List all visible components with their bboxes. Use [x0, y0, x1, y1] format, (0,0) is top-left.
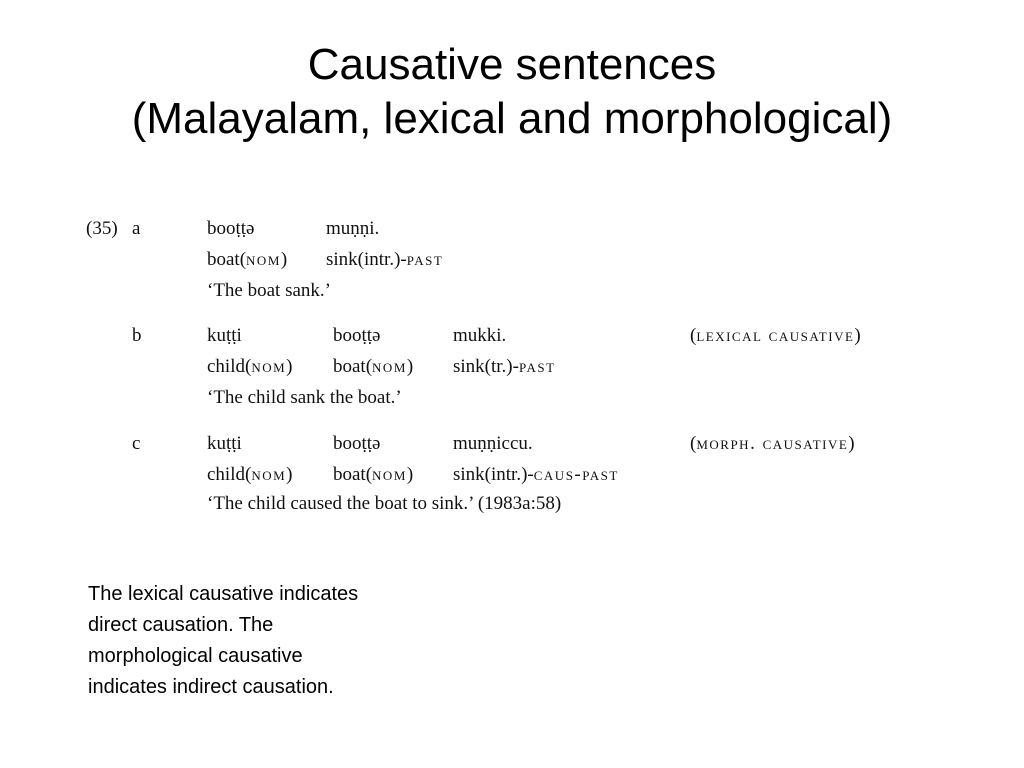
example-a-gloss-2 [326, 249, 443, 271]
example-c-form-2: booṭṭə [333, 433, 381, 454]
example-a-letter: a [132, 218, 141, 239]
example-b-gloss-3 [453, 356, 556, 378]
gloss-stem: sink(intr.)- [326, 249, 407, 270]
label-text: lexical causative [696, 325, 855, 346]
label-close: ) [848, 433, 855, 454]
example-a-gloss-1 [207, 249, 287, 271]
example-a-form-2: muṇṇi. [326, 218, 380, 239]
example-b-gloss-1 [207, 356, 293, 378]
gloss-tag: past [406, 249, 444, 270]
gloss-tag: past [518, 356, 556, 377]
gloss-stem: child( [207, 464, 252, 485]
gloss-stem: boat( [333, 464, 373, 485]
label-open: ( [690, 433, 697, 454]
note-line-2: direct causation. The [88, 614, 274, 636]
gloss-tag: caus-past [533, 464, 619, 485]
note-line-1: The lexical causative indicates [88, 583, 359, 605]
example-b-gloss-2 [333, 356, 413, 378]
example-c-form-1: kuṭṭi [207, 433, 242, 454]
example-b-label [690, 325, 861, 347]
explanation-note [88, 579, 468, 703]
title-line-2: (Malayalam, lexical and morphological) [131, 94, 893, 143]
example-b-form-3: mukki. [453, 325, 507, 346]
example-b-form-1: kuṭṭi [207, 325, 242, 346]
gloss-stem: sink(intr.)- [453, 464, 534, 485]
example-number: (35) [86, 218, 118, 239]
example-c-translation: ‘The child caused the boat to sink.’ (1983a:58) [207, 493, 562, 514]
gloss-tag: nom [251, 356, 287, 377]
example-b-translation: ‘The child sank the boat.’ [207, 387, 402, 408]
gloss-tag: nom [251, 464, 287, 485]
note-line-4: indicates indirect causation. [88, 676, 334, 698]
gloss-tag: nom [246, 249, 281, 270]
note-line-3: morphological causative [88, 645, 303, 667]
gloss-close: ) [406, 464, 414, 485]
gloss-close: ) [286, 356, 293, 377]
title-line-1: Causative sentences [307, 40, 717, 89]
example-b-form-2: booṭṭə [333, 325, 381, 346]
gloss-tag: nom [372, 464, 407, 485]
example-a-form-1: booṭṭə [207, 218, 255, 239]
example-c-form-3: muṇṇiccu. [453, 433, 533, 454]
label-close: ) [854, 325, 861, 346]
gloss-stem: boat( [333, 356, 373, 377]
example-c-gloss-1 [207, 464, 293, 486]
gloss-close: ) [406, 356, 414, 377]
example-c-label [690, 433, 855, 455]
example-b-letter: b [132, 325, 142, 346]
gloss-stem: sink(tr.)- [453, 356, 519, 377]
example-a-translation: ‘The boat sank.’ [207, 280, 331, 301]
example-c-gloss-3 [453, 464, 619, 486]
gloss-stem: boat( [207, 249, 247, 270]
gloss-stem: child( [207, 356, 252, 377]
gloss-close: ) [280, 249, 288, 270]
example-c-letter: c [132, 433, 141, 454]
gloss-close: ) [286, 464, 293, 485]
gloss-tag: nom [372, 356, 407, 377]
example-c-gloss-2 [333, 464, 413, 486]
label-text: morph. causative [696, 433, 849, 454]
label-open: ( [690, 325, 697, 346]
